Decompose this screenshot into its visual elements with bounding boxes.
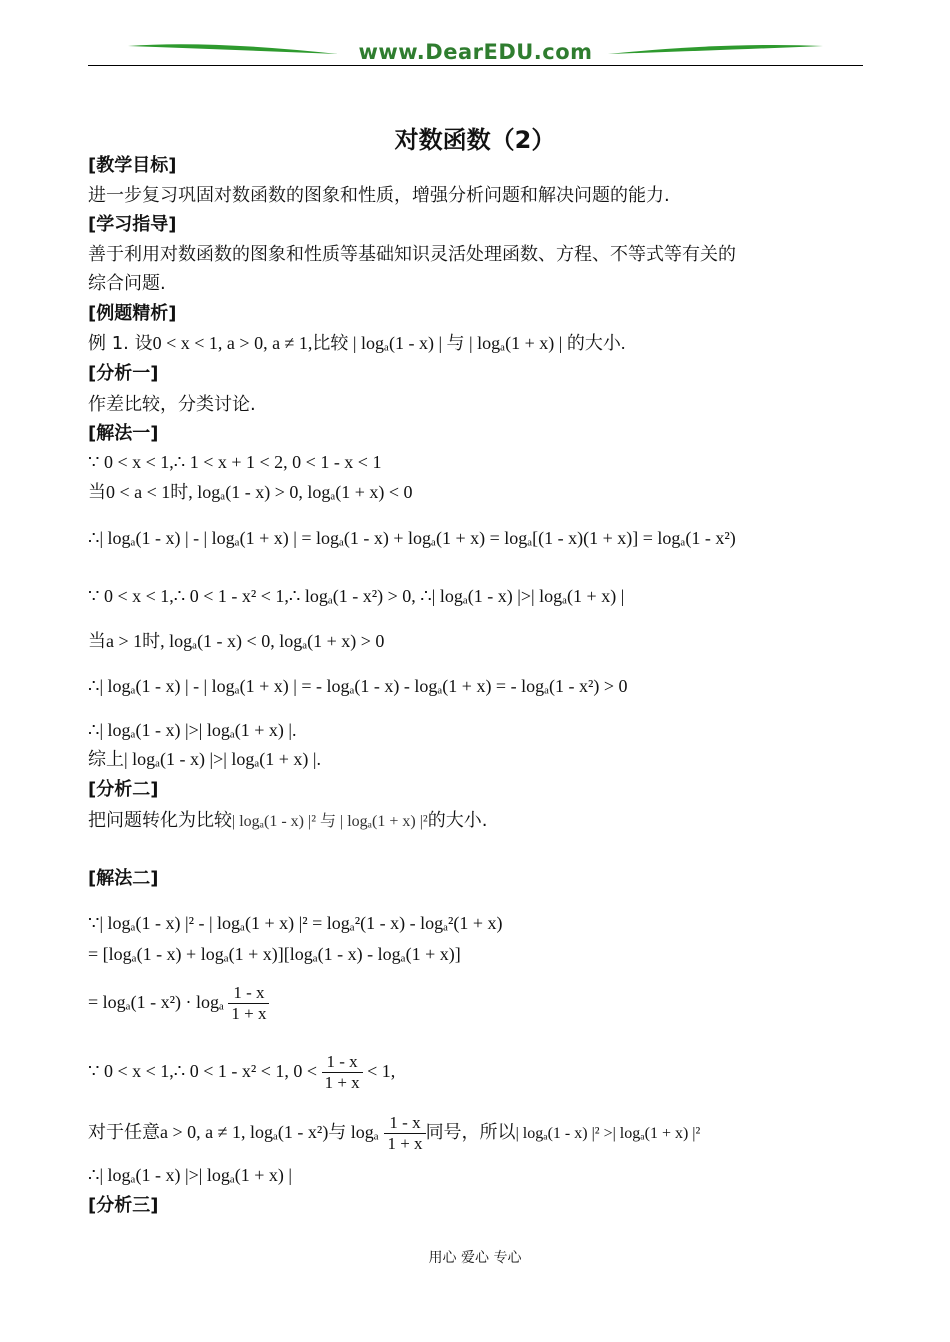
solution-1-line-5 xyxy=(88,628,384,655)
guide-text-line-2: 综合问题. xyxy=(88,273,166,294)
analysis-2-prefix: 把问题转化为比较 xyxy=(88,810,232,831)
fraction xyxy=(384,1113,425,1154)
analysis-2-math: | logₐ(1 - x) |² 与 | logₐ(1 + x) |² xyxy=(232,813,428,830)
solution-1-line-2 xyxy=(88,479,413,506)
analysis-1-heading: [分析一] xyxy=(88,363,159,384)
solution-2-line-4 xyxy=(88,1049,395,1093)
line-5-tail: | logₐ(1 - x) |² >| logₐ(1 + x) |² xyxy=(515,1125,701,1142)
page-title: 对数函数（2） xyxy=(394,126,556,154)
conclusion-math: | logₐ(1 - x) |>| logₐ(1 + x) |. xyxy=(124,749,322,769)
case-condition: a > 1时, logₐ(1 - x) < 0, logₐ(1 + x) > 0 xyxy=(106,631,385,651)
solution-2-line-3 xyxy=(88,980,269,1024)
solution-1-line-6: ∴| logₐ(1 - x) | - | logₐ(1 + x) | = - logₐ(1 - x) - logₐ(1 + x) = - logₐ(1 - x²) > 0 xyxy=(88,676,628,696)
page-header xyxy=(88,36,863,70)
solution-1-conclusion xyxy=(88,746,321,773)
line-4-math-a: ∵ 0 < x < 1,∴ 0 < 1 - x² < 1, 0 < xyxy=(88,1061,318,1081)
fraction-numerator: 1 - x xyxy=(228,983,269,1004)
example-1 xyxy=(88,330,625,357)
page-footer: 用心 爱心 专心 xyxy=(428,1250,522,1266)
site-logo-text[interactable]: www.DearEDU.com xyxy=(358,40,593,64)
solution-2-line-2: = [logₐ(1 - x) + logₐ(1 + x)][logₐ(1 - x) - logₐ(1 + x)] xyxy=(88,944,461,964)
example-label: 例 1. 设 xyxy=(88,333,153,354)
line-5-math: a > 0, a ≠ 1, logₐ(1 - x²)与 logₐ xyxy=(160,1122,379,1142)
fraction xyxy=(322,1052,363,1093)
solution-2-heading: [解法二] xyxy=(88,868,159,889)
example-statement: 0 < x < 1, a > 0, a ≠ 1,比较 | logₐ(1 - x) | 与 | logₐ(1 + x) | 的大小. xyxy=(152,333,626,353)
analysis-1-text: 作差比较，分类讨论. xyxy=(88,394,256,415)
solution-2-line-5 xyxy=(88,1110,700,1156)
fraction-denominator: 1 + x xyxy=(387,1133,423,1153)
solution-1-heading: [解法一] xyxy=(88,423,159,444)
fraction xyxy=(228,983,269,1024)
line-4-math-b: < 1, xyxy=(367,1061,396,1081)
solution-1-line-3: ∴| logₐ(1 - x) | - | logₐ(1 + x) | = logₐ(1 - x) + logₐ(1 + x) = logₐ[(1 - x)(1 + x)] = logₐ(1 - x²) xyxy=(88,528,736,548)
guide-text-line-1: 善于利用对数函数的图象和性质等基础知识灵活处理函数、方程、不等式等有关的 xyxy=(88,244,736,265)
analysis-2-text xyxy=(88,808,487,835)
line-5-prefix: 对于任意 xyxy=(88,1122,160,1143)
solution-1-line-4: ∵ 0 < x < 1,∴ 0 < 1 - x² < 1,∴ logₐ(1 - x²) > 0, ∴| logₐ(1 - x) |>| logₐ(1 + x) | xyxy=(88,586,625,606)
analysis-2-heading: [分析二] xyxy=(88,779,159,800)
goal-heading: [教学目标] xyxy=(88,155,177,176)
example-heading: [例题精析] xyxy=(88,303,177,324)
analysis-2-suffix: 的大小. xyxy=(427,810,488,831)
case-condition: 0 < a < 1时, logₐ(1 - x) > 0, logₐ(1 + x) < 0 xyxy=(106,482,413,502)
analysis-3-heading: [分析三] xyxy=(88,1195,159,1216)
fraction-numerator: 1 - x xyxy=(384,1113,425,1134)
line-3-math: = logₐ(1 - x²) · logₐ xyxy=(88,992,224,1012)
header-rule xyxy=(88,65,863,66)
fraction-denominator: 1 + x xyxy=(324,1073,360,1093)
solution-1-line-7: ∴| logₐ(1 - x) |>| logₐ(1 + x) |. xyxy=(88,720,297,740)
case-label: 当 xyxy=(88,482,106,503)
solution-2-line-6: ∴| logₐ(1 - x) |>| logₐ(1 + x) | xyxy=(88,1165,292,1185)
solution-2-line-1: ∵| logₐ(1 - x) |² - | logₐ(1 + x) |² = logₐ²(1 - x) - logₐ²(1 + x) xyxy=(88,913,503,933)
case-label: 当 xyxy=(88,631,106,652)
solution-1-line-1: ∵ 0 < x < 1,∴ 1 < x + 1 < 2, 0 < 1 - x < 1 xyxy=(88,452,382,472)
line-5-mid: 同号，所以 xyxy=(425,1122,516,1143)
fraction-numerator: 1 - x xyxy=(322,1052,363,1073)
guide-heading: [学习指导] xyxy=(88,214,177,235)
goal-text: 进一步复习巩固对数函数的图象和性质，增强分析问题和解决问题的能力. xyxy=(88,185,670,206)
fraction-denominator: 1 + x xyxy=(231,1004,267,1024)
conclusion-label: 综上 xyxy=(88,749,124,770)
